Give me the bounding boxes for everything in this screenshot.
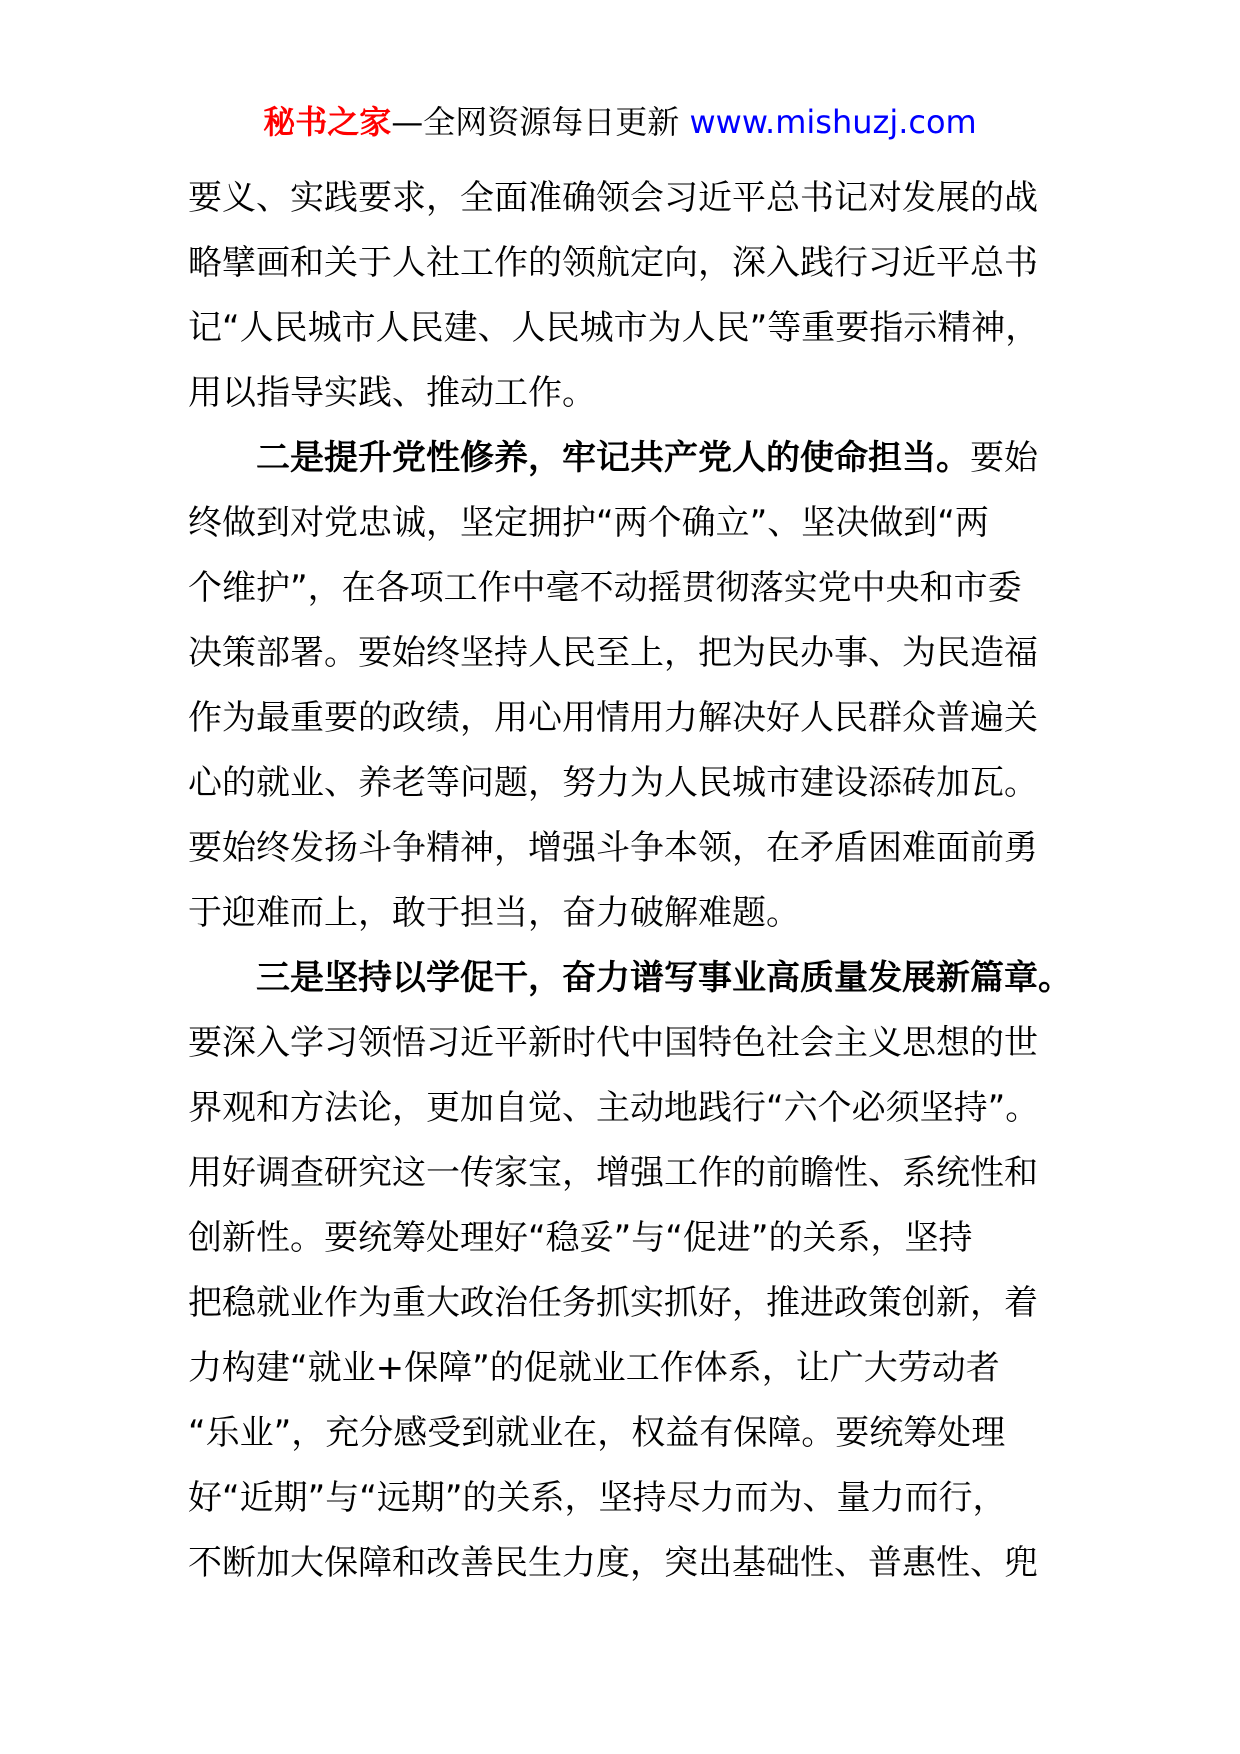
line-text: 把稳就业作为重大政治任务抓实抓好，推进政策创新，着 — [188, 1283, 1038, 1323]
text-line — [188, 296, 1068, 361]
text-line — [188, 1206, 1068, 1271]
text-line — [188, 621, 1068, 686]
text-line — [188, 1531, 1068, 1596]
line-text: 好“近期”与“远期”的关系，坚持尽力而为、量力而行， — [188, 1478, 1007, 1518]
line-text: “乐业”，充分感受到就业在，权益有保障。要统筹处理 — [188, 1413, 1006, 1453]
text-line — [188, 1011, 1068, 1076]
text-line — [188, 491, 1068, 556]
text-line — [188, 816, 1068, 881]
line-text: 要始终发扬斗争精神，增强斗争本领，在矛盾困难面前勇 — [188, 828, 1038, 868]
section-heading: 三是坚持以学促干，奋力谱写事业高质量发展新篇章。 — [256, 958, 1072, 998]
line-text: 要义、实践要求，全面准确领会习近平总书记对发展的战 — [188, 178, 1038, 218]
header-tagline: —全网资源每日更新 — [391, 103, 690, 141]
text-line — [188, 1466, 1068, 1531]
line-text: 不断加大保障和改善民生力度，突出基础性、普惠性、兜 — [188, 1543, 1038, 1583]
text-line — [188, 556, 1068, 621]
line-text: 界观和方法论，更加自觉、主动地践行“六个必须坚持”。 — [188, 1088, 1040, 1128]
brand-name: 秘书之家 — [263, 103, 392, 141]
text-line — [188, 881, 1068, 946]
line-text: 作为最重要的政绩，用心用情用力解决好人民群众普遍关 — [188, 698, 1038, 738]
line-text: 力构建“就业+保障”的促就业工作体系，让广大劳动者 — [188, 1348, 1000, 1388]
document-body — [188, 166, 1072, 1596]
site-header — [0, 100, 1240, 144]
line-text: 于迎难而上，敢于担当，奋力破解难题。 — [188, 893, 800, 933]
text-line — [188, 231, 1068, 296]
site-url-link[interactable]: www.mishuzj.com — [689, 103, 977, 141]
line-text: 要深入学习领悟习近平新时代中国特色社会主义思想的世 — [188, 1023, 1038, 1063]
line-text: 心的就业、养老等问题，努力为人民城市建设添砖加瓦。 — [188, 763, 1038, 803]
text-line — [188, 1336, 1068, 1401]
line-text: 个维护”，在各项工作中毫不动摇贯彻落实党中央和市委 — [188, 568, 1022, 608]
text-line — [188, 751, 1068, 816]
text-line — [188, 166, 1068, 231]
line-text: 创新性。要统筹处理好“稳妥”与“促进”的关系，坚持 — [188, 1218, 973, 1258]
text-line — [188, 686, 1068, 751]
text-line — [188, 361, 1068, 426]
section-heading-line — [188, 946, 1072, 1011]
section-heading: 二是提升党性修养，牢记共产党人的使命担当。 — [256, 438, 970, 478]
line-text: 用好调查研究这一传家宝，增强工作的前瞻性、系统性和 — [188, 1153, 1038, 1193]
line-text: 记“人民城市人民建、人民城市为人民”等重要指示精神， — [188, 308, 1040, 348]
line-text: 略擘画和关于人社工作的领航定向，深入践行习近平总书 — [188, 243, 1038, 283]
line-text: 要始 — [970, 438, 1038, 478]
line-text: 决策部署。要始终坚持人民至上，把为民办事、为民造福 — [188, 633, 1038, 673]
line-text: 用以指导实践、推动工作。 — [188, 373, 596, 413]
text-line — [188, 1076, 1068, 1141]
line-text: 终做到对党忠诚，坚定拥护“两个确立”、坚决做到“两 — [188, 503, 989, 543]
text-line — [188, 1401, 1068, 1466]
text-line — [188, 1271, 1068, 1336]
section-heading-line — [188, 426, 1068, 491]
text-line — [188, 1141, 1068, 1206]
